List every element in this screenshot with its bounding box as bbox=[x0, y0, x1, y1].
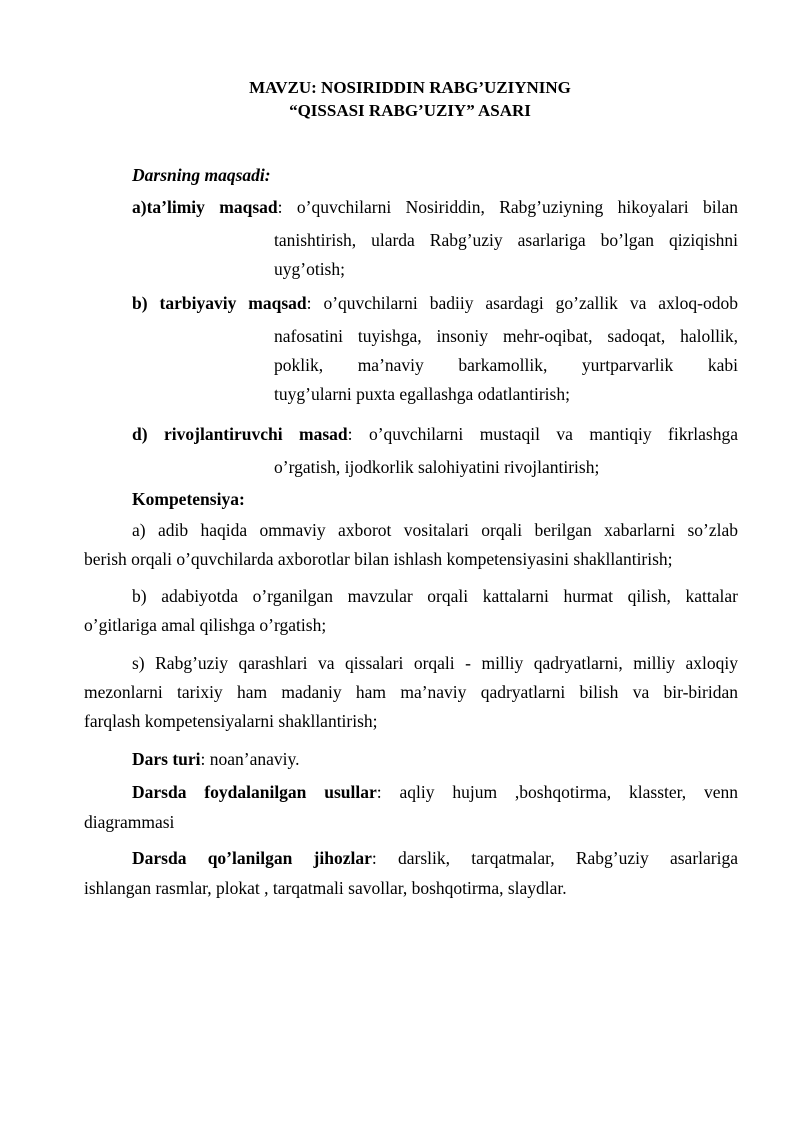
goal-a-row: tanishtirish, ularda Rabg’uziy asarlariga bo’lgan qiziqishni bbox=[274, 230, 738, 250]
paragraph-row: mezonlarni tarixiy ham madaniy ham ma’naviy qadryatlarni bilish va bir-biridan bbox=[84, 682, 738, 702]
goal-a-continuation bbox=[274, 226, 738, 284]
goal-b-label: b) tarbiyaviy maqsad bbox=[132, 293, 307, 313]
goal-b-row: tuyg’ularni puxta egallashga odatlantirish; bbox=[274, 384, 570, 404]
goal-b-row: poklik, ma’naviy barkamollik, yurtparvarlik kabi bbox=[274, 355, 738, 375]
equipment-text: : darslik, tarqatmalar, Rabg’uziy asarlariga bbox=[371, 848, 738, 868]
competence-heading: Kompetensiya: bbox=[132, 489, 245, 509]
page-title-line-2: “QISSASI RABG’UZIY” ASARI bbox=[289, 101, 531, 120]
paragraph-row: o’gitlariga amal qilishga o’rgatish; bbox=[84, 615, 327, 635]
goal-a-first-line bbox=[132, 197, 738, 217]
goal-a-label: a)ta’limiy maqsad bbox=[132, 197, 278, 217]
page-title-line-1: MAVZU: NOSIRIDDIN RABG’UZIYNING bbox=[249, 78, 571, 97]
goal-d-first-line bbox=[132, 424, 738, 444]
paragraph-row: s) Rabg’uziy qarashlari va qissalari orqali - milliy qadryatlarni, milliy axloqiy bbox=[132, 653, 738, 673]
methods-first-line bbox=[132, 782, 738, 802]
competence-b-paragraph bbox=[84, 582, 738, 640]
methods-label: Darsda foydalanilgan usullar bbox=[132, 782, 377, 802]
goal-b-first-line bbox=[132, 293, 738, 313]
paragraph-row: a) adib haqida ommaviy axborot vositalari orqali berilgan xabarlarni so’zlab bbox=[132, 520, 738, 540]
competence-s-paragraph bbox=[84, 649, 738, 736]
goals-heading: Darsning maqsadi: bbox=[132, 165, 271, 185]
goal-a-row: uyg’otish; bbox=[274, 259, 345, 279]
goal-b-text: : o’quvchilarni badiiy asardagi go’zallik va axloq-odob bbox=[306, 293, 738, 313]
paragraph-row: b) adabiyotda o’rganilgan mavzular orqali kattalarni hurmat qilish, kattalar bbox=[132, 586, 738, 606]
goal-b-row: nafosatini tuyishga, insoniy mehr-oqibat, sadoqat, halollik, bbox=[274, 326, 738, 346]
methods-text: : aqliy hujum ,boshqotirma, klasster, venn bbox=[376, 782, 738, 802]
competence-a-paragraph bbox=[84, 516, 738, 574]
lesson-type-label: Dars turi bbox=[132, 749, 201, 769]
equipment-continuation: ishlangan rasmlar, plokat , tarqatmali savollar, boshqotirma, slaydlar. bbox=[84, 878, 567, 898]
paragraph-row: berish orqali o’quvchilarda axborotlar bilan ishlash kompetensiyasini shakllantirish; bbox=[84, 549, 673, 569]
lesson-type-value: : noan’anaviy. bbox=[200, 749, 300, 769]
goal-a-text: : o’quvchilarni Nosiriddin, Rabg’uziyning hikoyalari bilan bbox=[277, 197, 738, 217]
lesson-type-line bbox=[132, 749, 300, 769]
goal-d-text: : o’quvchilarni mustaqil va mantiqiy fikrlashga bbox=[347, 424, 738, 444]
goal-d-continuation bbox=[274, 453, 738, 482]
goal-b-continuation bbox=[274, 322, 738, 409]
equipment-label: Darsda qo’lanilgan jihozlar bbox=[132, 848, 372, 868]
goal-d-label: d) rivojlantiruvchi masad bbox=[132, 424, 348, 444]
methods-continuation: diagrammasi bbox=[84, 812, 175, 832]
equipment-first-line bbox=[132, 848, 738, 868]
paragraph-row: farqlash kompetensiyalarni shakllantirish; bbox=[84, 711, 378, 731]
goal-d-row: o’rgatish, ijodkorlik salohiyatini rivojlantirish; bbox=[274, 457, 600, 477]
